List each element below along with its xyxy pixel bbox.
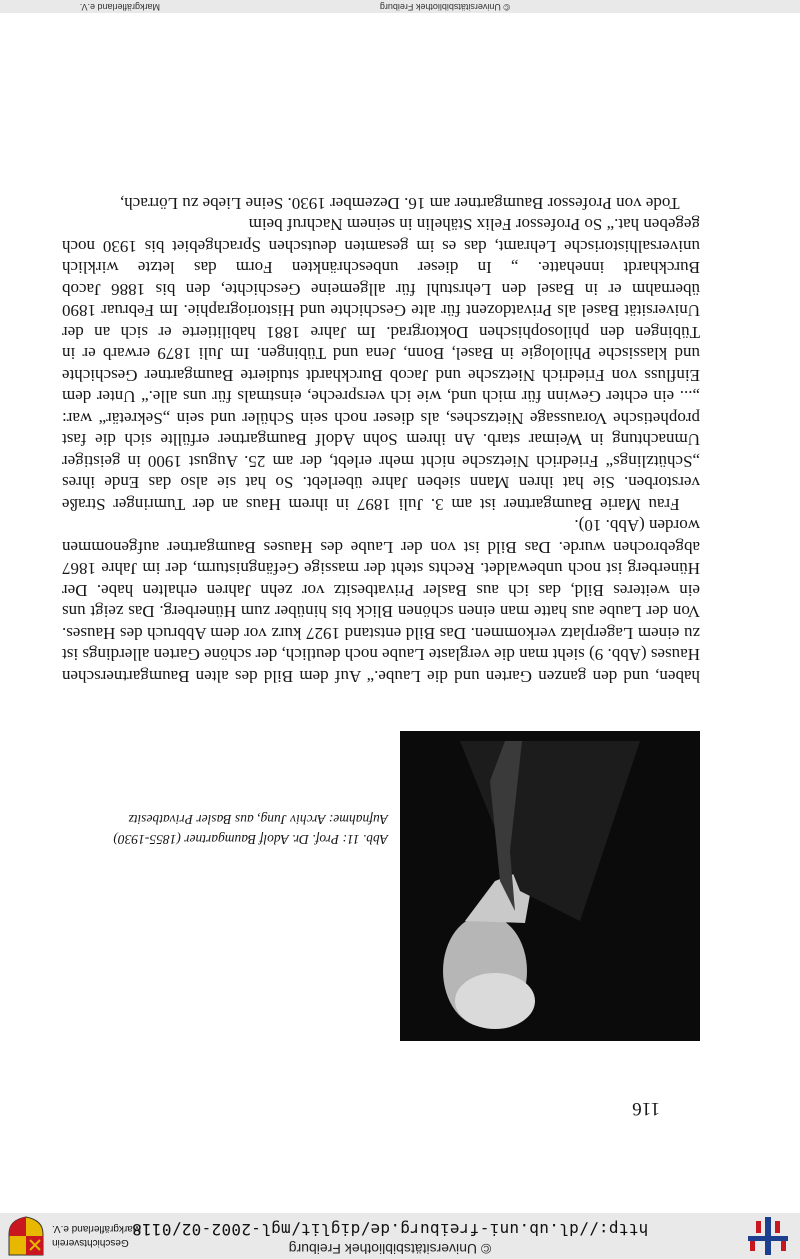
copyright-text: © Universitätsbibliothek Freiburg [288, 1241, 492, 1257]
paragraph-1: haben, und den ganzen Garten und die Laube.“ Auf dem Bild des alten Baumgartnerschen Hauses (Abb. 9) sieht man die verglaste Laube noch deutlich, der schöne Garten allerdings ist zu einem Lagerplatz verkommen. Das Bild entstand 1927 kurz vor dem Abbruch des Hauses. Von der Laube aus hatte man einen schönen Blick bis hinüber zum Hünerberg. Das zeigt uns ein weiteres Bild, das ich aus Basler Privatbesitz vor zehn Jahren erhalten habe. Der Hünerberg ist noch unbewaldet. Rechts steht der massige Gefängnisturm, der im Jahre 1867 abgebrochen wurde. Das Bild ist von der Laube des Hauses Baumgartner aufgenommen worden (Abb. 10). [62, 516, 700, 686]
footer-copyright: © Universitätsbibliothek Freiburg [379, 2, 510, 12]
university-library-logo-icon [748, 1217, 788, 1255]
coat-of-arms-icon [8, 1216, 44, 1256]
portrait-photo [400, 731, 700, 1041]
publisher-name-line1: Geschichtsverein [52, 1237, 129, 1248]
paragraph-3: Tode von Professor Baumgartner am 16. Dezember 1930. Seine Liebe zu Lörrach, [119, 194, 680, 213]
paragraph-2: Frau Marie Baumgartner ist am 3. Juli 1897 in ihrem Haus an der Tumringer Straße verstorben. Sie hat ihren Mann sieben Jahre überlebt. So hat sie also das Ende ihres „Schützlings“ Friedrich Nietzsche nicht mehr erlebt, der am 25. August 1900 in geistiger Umnachtung in Weimar starb. An ihrem Sohn Adolf Baumgartner erfüllte sich die fast prophetische Voraussage Nietzsches, als dieser noch sein Schüler und sein „Sekretär“ war: „... ein echter Gewinn für mich und, wie ich verspreche, einstmals für uns alle.“ Unter dem Einfluss von Friedrich Nietzsche und Jacob Burckhardt studierte Baumgartner Geschichte und klassische Philologie in Basel, Bonn, Jena und Tübingen. Im Juli 1879 erwarb er in Tübingen den philosophischen Doktorgrad. Im Jahre 1881 habilitierte er sich an der Universität Basel als Privatdozent für alte Geschichte und Historiographie. Im Februar 1890 übernahm er in Basel den Lehrstuhl für allgemeine Geschichte, den bis 1886 Jacob Burckhardt innehatte. „ In dieser unbeschränkten Form das letzte wirklich universalhistorische Lehramt, das es im gesamten deutschen Sprachgebiet bis 1930 noch gegeben hat.“ So Professor Felix Stähelin in seinem Nachruf beim [62, 215, 700, 514]
body-text [62, 193, 700, 688]
publisher-name-line2: Markgräflerland e.V. [52, 1223, 142, 1234]
caption-title: Abb. 11: Prof. Dr. Adolf Baumgartner (1855-1930) [113, 832, 388, 847]
caption-credit: Aufnahme: Archiv Jung, aus Basler Privatbesitz [128, 812, 388, 827]
viewer-header [0, 1213, 800, 1259]
document-url[interactable]: http://dl.ub.uni-freiburg.de/diglit/mgl-2002-02/0118 [131, 1220, 649, 1239]
publisher-logo [8, 1216, 200, 1256]
page-number: 116 [632, 1098, 660, 1119]
viewer-footer [0, 0, 800, 13]
footer-publisher: Markgräflerland e.V. [79, 2, 160, 12]
figure-caption [88, 809, 388, 849]
